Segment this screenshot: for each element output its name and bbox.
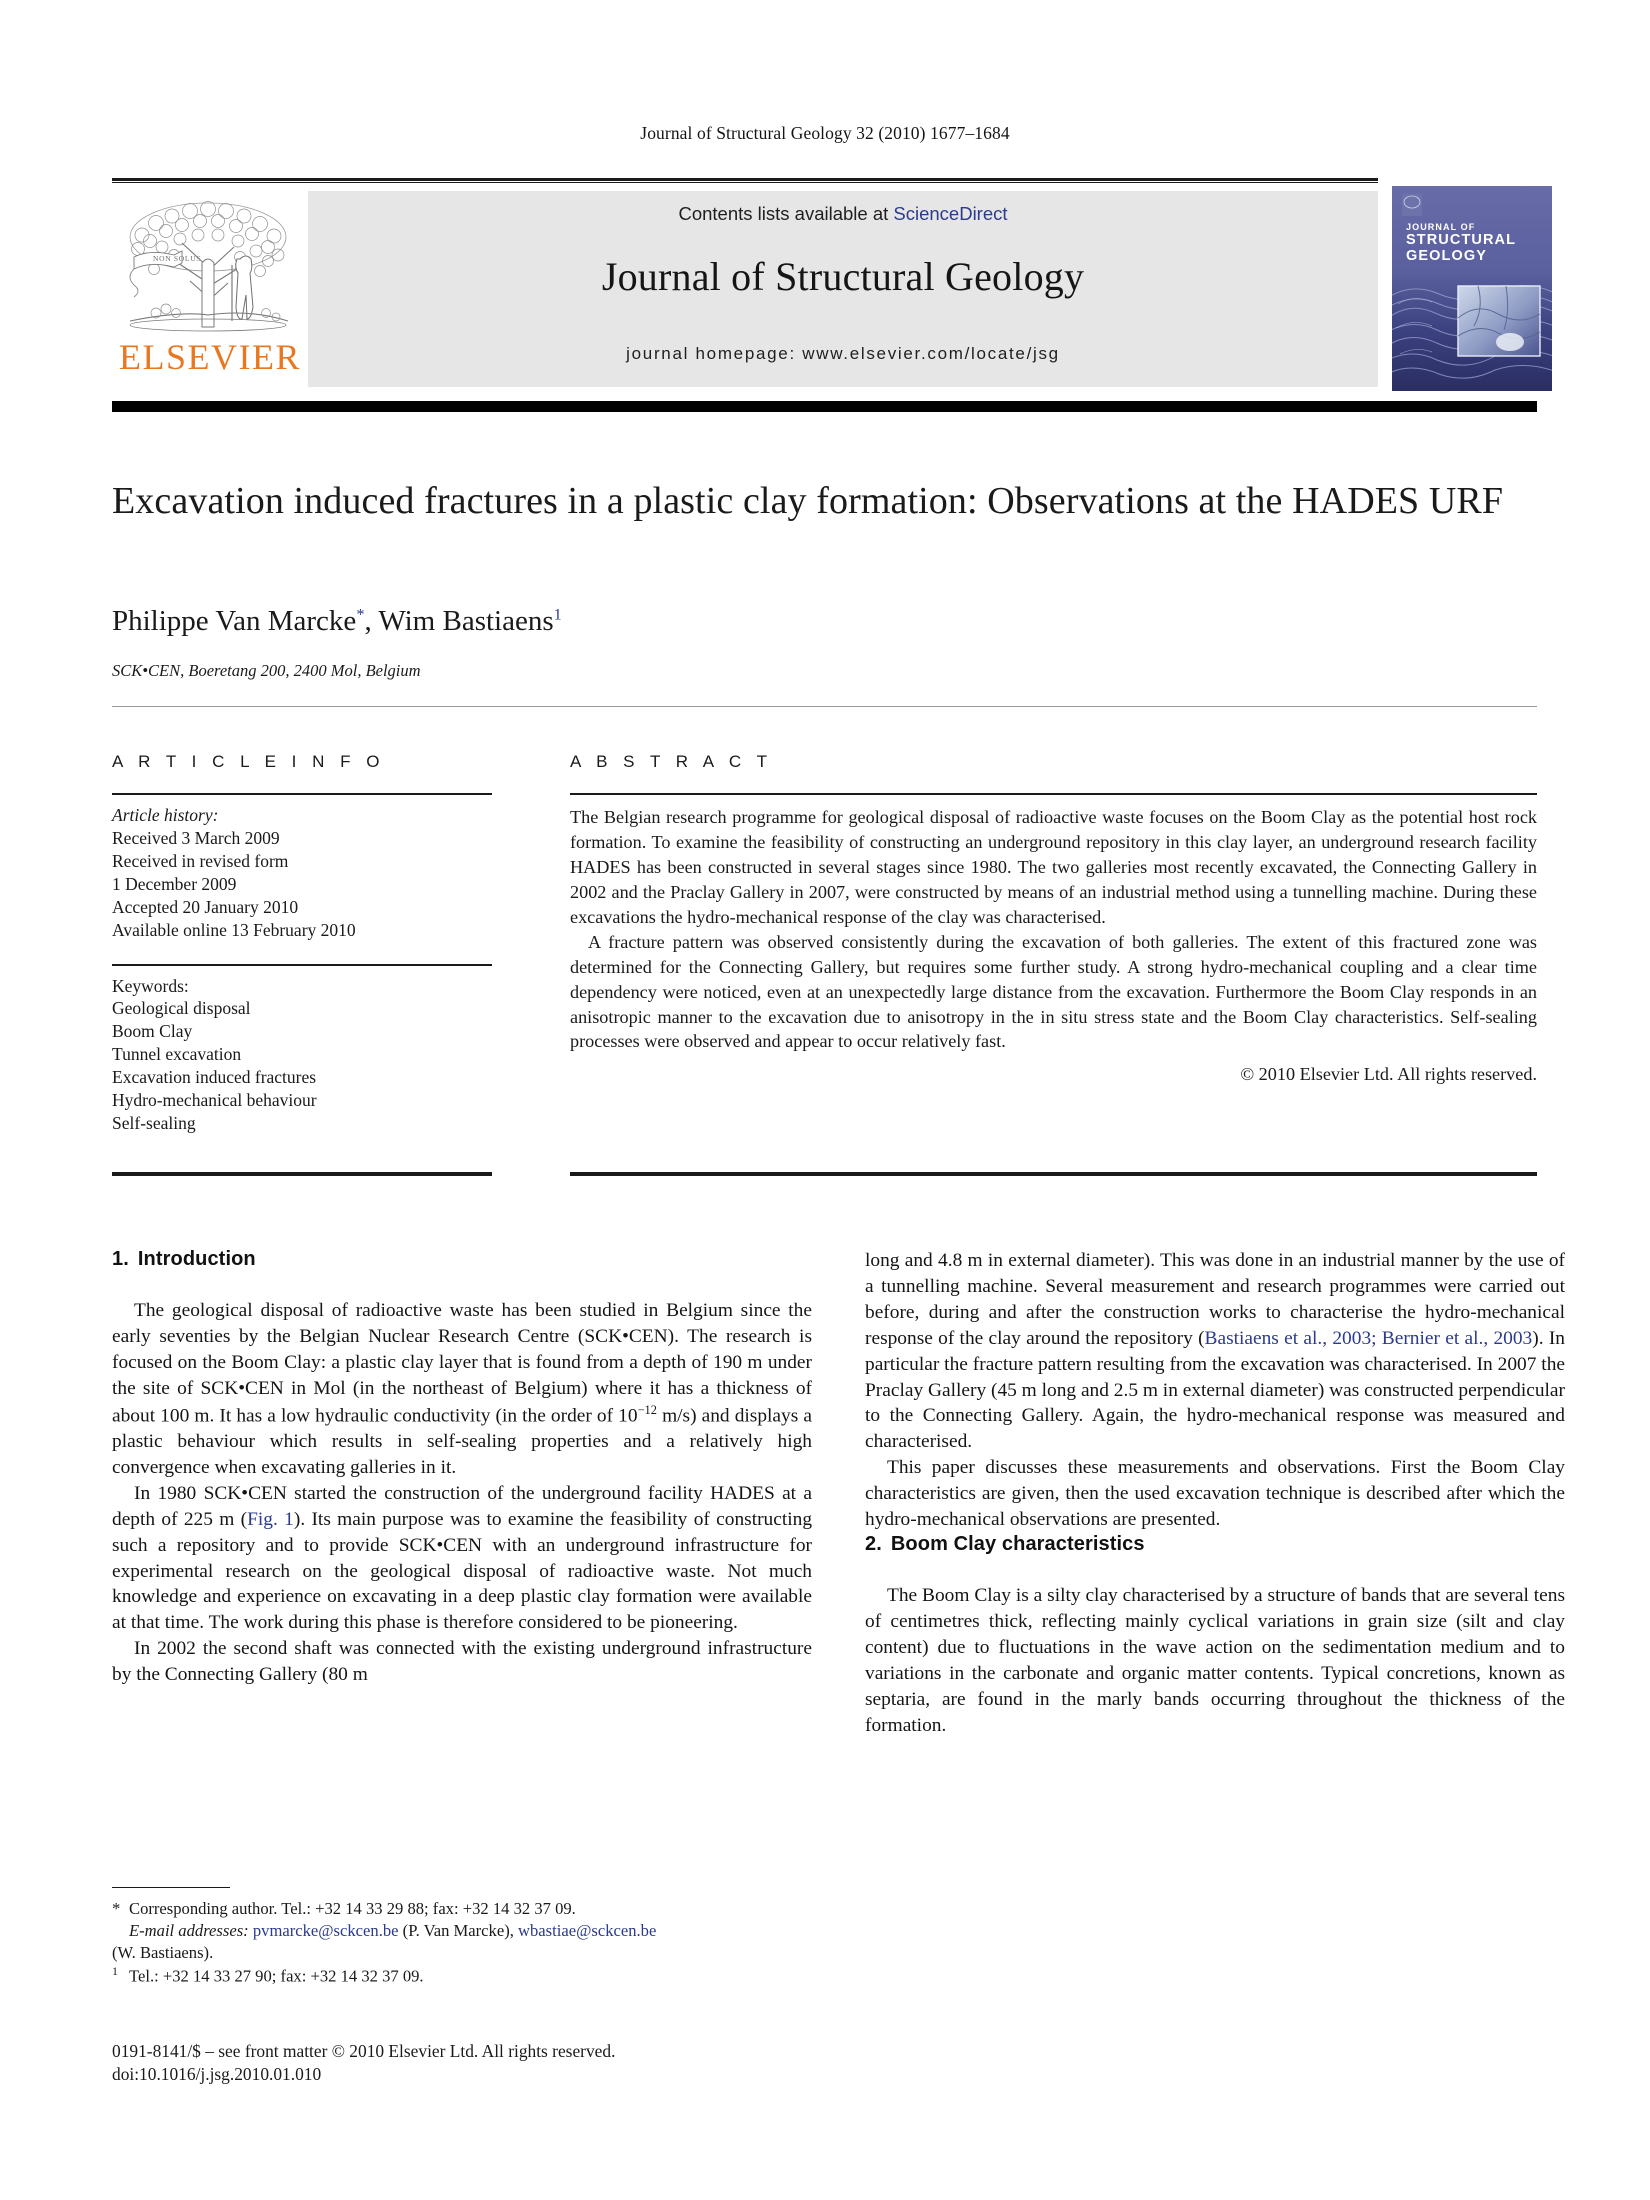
abstract-paragraph: A fracture pattern was observed consistently during the excavation of both galleries. The extent of this fractured zone was determined for the Connecting Gallery, but requires some further study. A strong hydro-mechanical coupling and a clear time dependency were noticed, even at an unexpectedly large distance from the excavation. Furthermore the Boom Clay responds in an anisotropic manner to the excavation due to anisotropy in the in situ stress state and the Boom Clay characteristics. Self-sealing processes were observed and appear to occur relatively fast. (570, 931, 1537, 1052)
keyword-item: Boom Clay (112, 1021, 193, 1042)
footnote-block (112, 1898, 812, 1988)
author-2-footnote-marker[interactable]: 1 (553, 605, 562, 624)
footnote-text: Tel.: +32 14 33 27 90; fax: +32 14 32 37 09. (129, 1966, 424, 1986)
history-item: Received in revised form (112, 850, 289, 871)
journal-homepage-link[interactable]: journal homepage: www.elsevier.com/locate/jsg (626, 344, 1060, 363)
boom-clay-text (865, 1583, 1565, 1738)
footnote-email-owner-2: (W. Bastiaens). (112, 1943, 214, 1963)
header-divider (112, 178, 1378, 183)
exponent: −12 (637, 1402, 657, 1417)
abstract-copyright: © 2010 Elsevier Ltd. All rights reserved. (1240, 1064, 1537, 1085)
abstract-bottom-rule (570, 1172, 1537, 1176)
running-head: Journal of Structural Geology 32 (2010) 1677–1684 (640, 123, 1010, 143)
keyword-item: Hydro-mechanical behaviour (112, 1090, 317, 1111)
keywords-block (112, 975, 492, 1135)
article-history-label: Article history: (112, 805, 219, 825)
cover-line-3: GEOLOGY (1406, 248, 1488, 265)
journal-cover-thumbnail (1392, 186, 1552, 391)
front-matter-line: 0191-8141/$ – see front matter © 2010 Elsevier Ltd. All rights reserved. (112, 2041, 616, 2061)
author-list (112, 605, 1507, 638)
footnote-divider (112, 1887, 230, 1888)
keyword-item: Tunnel excavation (112, 1044, 242, 1065)
journal-title: Journal of Structural Geology (601, 254, 1085, 299)
footnote-marker-star: * (112, 1899, 121, 1918)
cover-line-2: STRUCTURAL (1406, 232, 1517, 249)
elsevier-wordmark: ELSEVIER (119, 337, 301, 377)
doi-line: doi:10.1016/j.jsg.2010.01.010 (112, 2064, 322, 2085)
front-matter-block (112, 2040, 812, 2087)
footnote-text: Corresponding author. Tel.: +32 14 33 29 88; fax: +32 14 32 37 09. (129, 1899, 576, 1918)
sciencedirect-link[interactable]: ScienceDirect (893, 203, 1008, 224)
article-info-column (112, 752, 492, 1135)
section-heading-boom-clay-characteristics (865, 1533, 1565, 1556)
elsevier-logo (112, 191, 308, 387)
footnote-corresponding-author (112, 1898, 812, 1920)
abstract-column (570, 752, 1537, 1085)
banner-bottom-bar (112, 401, 1537, 412)
body-column-right (865, 1248, 1565, 1738)
elsevier-tree-icon (120, 197, 296, 337)
introduction-text-continued (865, 1248, 1565, 1533)
paragraph-part: m/s) and displays a plastic behaviour which results in self-sealing properties and a relatively high convergence when excavating galleries in it. (112, 1405, 812, 1478)
keywords-label: Keywords: (112, 975, 189, 996)
affiliation: SCK•CEN, Boeretang 200, 2400 Mol, Belgium (112, 661, 421, 680)
abstract-rule (570, 793, 1537, 795)
abstract-paragraph: The Belgian research programme for geological disposal of radioactive waste focuses on the Boom Clay as the potential host rock formation. To examine the feasibility of constructing an underground repository in this clay layer, an underground research facility HADES has been constructed in several stages since 1980. The two galleries most recently excavated, the Connecting Gallery in 2002 and the Praclay Gallery in 2007, were constructed by means of an industrial method using a tunnelling machine. During these excavations the hydro-mechanical response of the clay was characterised. (570, 807, 1537, 927)
paragraph (112, 1298, 812, 1481)
cover-artwork (1392, 186, 1552, 391)
footnote-emails (112, 1920, 812, 1942)
author-2: , Wim Bastiaens (364, 605, 554, 637)
history-item: 1 December 2009 (112, 873, 237, 894)
contents-prefix: Contents lists available at (678, 203, 894, 224)
paragraph: In 2002 the second shaft was connected with the existing underground infrastructure by the Connecting Gallery (80 m (112, 1638, 812, 1686)
paragraph-part: ). In particular the fracture pattern resulting from the excavation was characterised. In 2007 the Praclay Gallery (45 m long and 2.5 m in external diameter) was constructed perpendicular to the Connecting Gallery. Again, the hydro-mechanical response was measured and characterised. (865, 1327, 1565, 1453)
author-1-footnote-marker[interactable]: * (356, 605, 365, 624)
article-history-block (112, 804, 492, 942)
body-column-left (112, 1248, 812, 1688)
keyword-item: Excavation induced fractures (112, 1067, 317, 1088)
abstract-body (570, 805, 1537, 1054)
section-title: Boom Clay characteristics (890, 1532, 1145, 1555)
cover-title-text (1406, 222, 1516, 265)
email-link-1[interactable]: pvmarcke@sckcen.be (252, 1921, 399, 1941)
footnote-author-2 (112, 1964, 812, 1988)
page-title: Excavation induced fractures in a plastic clay formation: Observations at the HADES URF (112, 480, 1504, 522)
history-item: Accepted 20 January 2010 (112, 896, 299, 917)
article-info-rule (112, 793, 492, 795)
introduction-text (112, 1298, 812, 1688)
keyword-item: Self-sealing (112, 1113, 196, 1134)
figure-reference-link[interactable]: Fig. 1 (247, 1508, 294, 1530)
citation-link[interactable]: Bastiaens et al., 2003; Bernier et al., 2003 (1204, 1327, 1533, 1349)
paragraph-part: ). Its main purpose was to examine the feasibility of constructing such a repository and to provide SCK•CEN with an underground infrastructure for experimental research on the geological disposal of radioactive waste. Not much knowledge and experience on excavating in a deep plastic clay formation were available at that time. The work during this phase is therefore considered to be pioneering. (112, 1508, 813, 1634)
keywords-rule (112, 964, 492, 966)
elsevier-motto-text: NON SOLUS (153, 254, 202, 263)
email-owner-1: (P. Van Marcke), (398, 1921, 519, 1941)
paragraph: This paper discusses these measurements and observations. First the Boom Clay characteristics are given, then the used excavation technique is described after which the hydro-mechanical observations are presented. (865, 1457, 1565, 1531)
email-addresses-label: E-mail addresses: (129, 1921, 249, 1941)
paragraph-part: The geological disposal of radioactive waste has been studied in Belgium since the early seventies by the Belgian Nuclear Research Centre (SCK•CEN). The research is focused on the Boom Clay: a plastic clay layer that is found from a depth of 190 m under the site of SCK•CEN in Mol (in the northeast of Belgium) where it has a thickness of about 100 m. It has a low hydraulic conductivity (in the order of 10 (112, 1300, 812, 1427)
abstract-heading: A B S T R A C T (570, 752, 773, 771)
journal-band (308, 191, 1378, 387)
footnote-marker-one: 1 (112, 1964, 118, 1979)
email-link-2[interactable]: wbastiae@sckcen.be (518, 1921, 657, 1941)
section-title: Introduction (137, 1248, 256, 1270)
cover-line-1: JOURNAL OF (1406, 222, 1476, 232)
journal-banner (112, 191, 1537, 395)
paragraph-part: long and 4.8 m in external diameter). This was done in an industrial manner by the use of a tunnelling machine. Several measurement and research programmes were carried out before, during and after the construction works to characterise the hydro-mechanical response of the clay around the repository ( (865, 1250, 1565, 1349)
paragraph (865, 1248, 1565, 1455)
history-item: Available online 13 February 2010 (112, 919, 356, 940)
author-1: Philippe Van Marcke (112, 605, 357, 637)
affiliation-divider (112, 706, 1537, 707)
history-item: Received 3 March 2009 (112, 827, 280, 848)
paragraph: The Boom Clay is a silty clay characterised by a structure of bands that are several tens of centimetres thick, reflecting mainly cyclical variations in grain size (silt and clay content) due to fluctuations in the wave action on the sedimentation medium and to variations in the carbonate and organic matter contents. Typical concretions, known as septaria, are found in the marly bands occurring throughout the thickness of the formation. (865, 1584, 1565, 1736)
paragraph (112, 1481, 812, 1636)
section-number: 2. (865, 1532, 882, 1555)
section-number: 1. (112, 1248, 129, 1270)
keyword-item: Geological disposal (112, 998, 251, 1019)
article-info-bottom-rule (112, 1172, 492, 1176)
contents-lists-line (308, 203, 1378, 225)
section-heading-introduction (112, 1248, 812, 1271)
paragraph-part: In 1980 SCK•CEN started the construction of the underground facility HADES at a depth of 225 m ( (112, 1482, 812, 1530)
article-info-heading: A R T I C L E I N F O (112, 752, 385, 771)
